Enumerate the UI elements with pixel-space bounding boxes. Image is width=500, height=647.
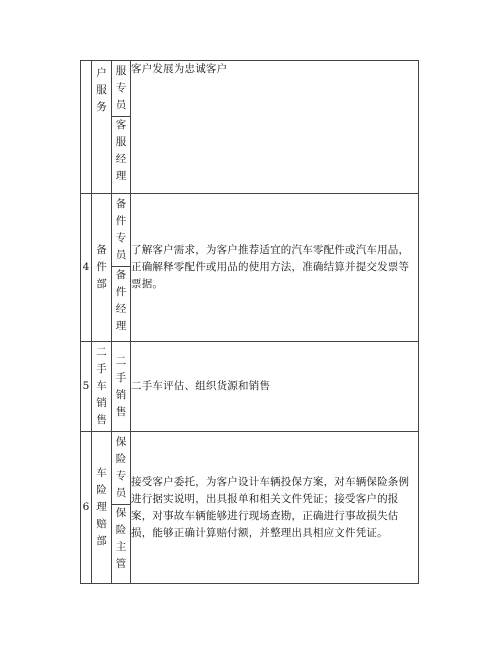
- role-name: 备件专员: [115, 198, 127, 261]
- row-number: 5: [81, 342, 92, 432]
- role-cell: [112, 342, 131, 432]
- table-row: [81, 61, 419, 194]
- department-name: 二手车销售: [96, 346, 107, 426]
- role-cell: [112, 194, 131, 342]
- role-name: 备件经理: [115, 269, 127, 332]
- role-cell: [112, 432, 131, 584]
- row-number: 6: [81, 432, 92, 584]
- department-cell: [92, 432, 112, 584]
- duty-description: 了解客户需求，为客户推荐适宜的汽车零配件或汽车用品，正确解释零配件或用品的使用方法，准确结算并提交发票等票据。: [131, 194, 419, 342]
- department-cell: [92, 342, 112, 432]
- role-cell: [112, 61, 131, 194]
- department-name: 车险理赔部: [96, 467, 107, 547]
- table-row: [81, 432, 419, 584]
- row-number: [81, 61, 92, 194]
- role-name: 客服经理: [115, 119, 127, 182]
- duty-description: 客户发展为忠诚客户: [131, 61, 419, 194]
- department-name: 户服务: [96, 67, 107, 113]
- table-row: [81, 342, 419, 432]
- role-name: 二手销售: [115, 354, 127, 418]
- table-row: [81, 194, 419, 342]
- responsibility-table: [80, 60, 419, 584]
- row-number: 4: [81, 194, 92, 342]
- department-cell: [92, 61, 112, 194]
- duty-description: 二手车评估、组织货源和销售: [131, 342, 419, 432]
- duty-description: 接受客户委托，为客户设计车辆投保方案，对车辆保险条例进行据实说明，出具报单和相关文件凭证；接受客户的报案，对事故车辆能够进行现场查勘，正确进行事故损失估损，能够正确计算赔付额，并整理出具相应文件凭证。: [131, 432, 419, 584]
- role-name: 保险专员: [115, 436, 127, 499]
- department-name: 备件部: [96, 244, 107, 290]
- role-name: 服专员: [115, 65, 127, 111]
- role-name: 保险主管: [115, 507, 127, 570]
- department-cell: [92, 194, 112, 342]
